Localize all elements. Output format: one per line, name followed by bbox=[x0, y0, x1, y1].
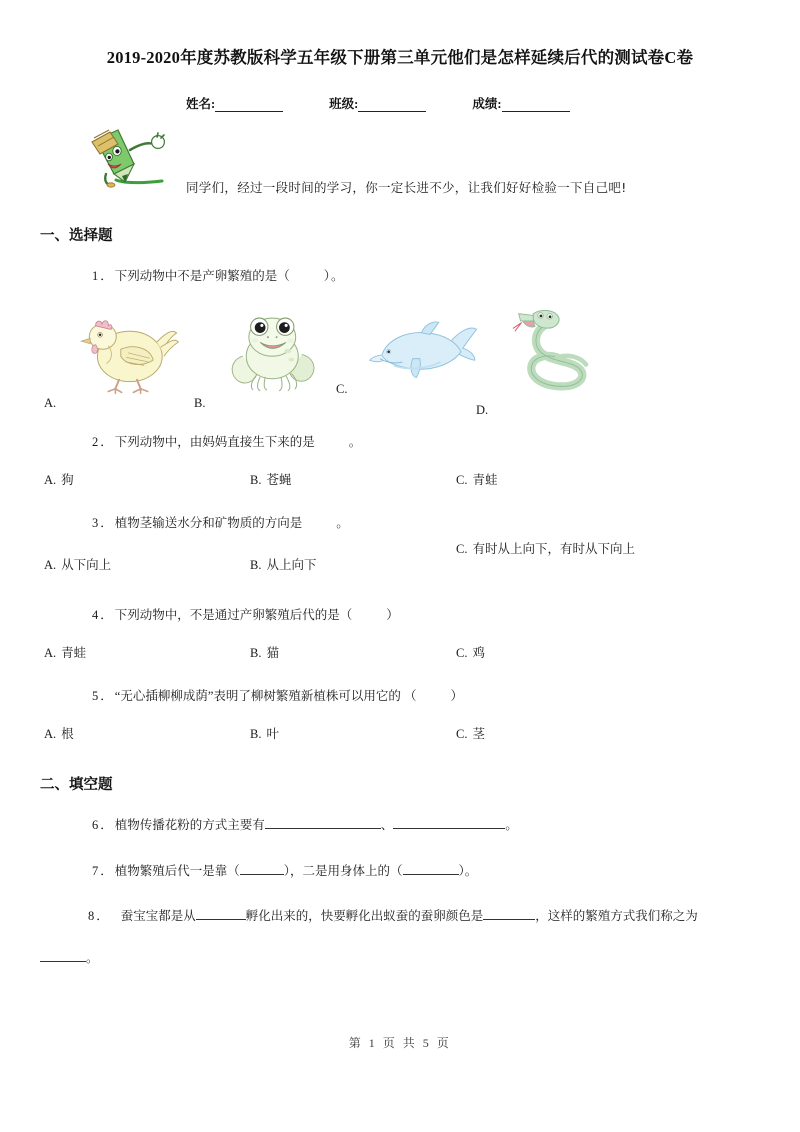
option-letter: B. bbox=[250, 727, 262, 741]
page-title: 2019-2020年度苏教版科学五年级下册第三单元他们是怎样延续后代的测试卷C卷 bbox=[106, 48, 694, 67]
option-letter: A. bbox=[44, 472, 57, 487]
score-field[interactable] bbox=[472, 94, 569, 112]
frog-icon bbox=[222, 305, 326, 397]
question-8-part4: 。 bbox=[86, 951, 99, 965]
option-label: 从下向上 bbox=[61, 558, 112, 572]
option-label: 鸡 bbox=[472, 645, 485, 660]
question-5-text: “无心插柳柳成荫”表明了柳树繁殖新植株可以用它的 （ bbox=[114, 689, 417, 704]
question-1-image-options bbox=[36, 293, 764, 417]
question-8 bbox=[36, 905, 764, 929]
question-3-text: 植物茎输送水分和矿物质的方向是 bbox=[114, 516, 303, 531]
option-letter: C. bbox=[456, 727, 468, 741]
question-1-tail: ）。 bbox=[323, 269, 345, 283]
class-blank[interactable] bbox=[358, 99, 426, 112]
option-letter: A. bbox=[44, 727, 57, 741]
question-4-number: 4． bbox=[92, 607, 115, 622]
option-letter: C. bbox=[456, 645, 468, 660]
question-3-tail: 。 bbox=[336, 516, 349, 531]
question-7-part2: ），二是用身体上的（ bbox=[283, 863, 403, 878]
question-4-text: 下列动物中，不是通过产卵繁殖后代的是（ bbox=[114, 607, 353, 622]
option-letter: A. bbox=[44, 645, 57, 660]
option-label: 有时从上向下，有时从下向上 bbox=[472, 542, 635, 556]
question-7-blank-1[interactable] bbox=[240, 863, 284, 875]
option-letter: B. bbox=[250, 645, 262, 660]
question-5-option-c[interactable] bbox=[456, 723, 662, 747]
question-7 bbox=[36, 860, 764, 884]
question-3-number: 3． bbox=[92, 516, 115, 531]
option-a-letter: A. bbox=[44, 395, 57, 410]
option-label: 叶 bbox=[266, 727, 279, 741]
question-8-blank-3[interactable] bbox=[40, 950, 86, 962]
question-2-option-a[interactable] bbox=[44, 469, 250, 493]
question-3 bbox=[36, 512, 764, 536]
option-letter: C. bbox=[456, 542, 468, 556]
option-letter: B. bbox=[250, 472, 262, 487]
option-c-letter: C. bbox=[336, 381, 348, 396]
question-8-part2: 孵化出来的，快要孵化出蚁蚕的蚕卵颜色是 bbox=[245, 909, 484, 924]
chicken-icon bbox=[74, 305, 182, 397]
question-2-options bbox=[36, 469, 764, 493]
question-7-part1: 植物繁殖后代一是靠（ bbox=[114, 863, 240, 878]
section-heading-choice: 一、选择题 bbox=[40, 228, 113, 244]
option-label: 根 bbox=[61, 727, 74, 741]
option-letter: A. bbox=[44, 558, 57, 572]
question-5-number: 5． bbox=[92, 689, 115, 704]
option-letter: C. bbox=[456, 472, 468, 487]
question-3-option-a[interactable] bbox=[44, 554, 250, 578]
question-5-option-b[interactable] bbox=[250, 723, 456, 747]
question-2-option-c[interactable] bbox=[456, 469, 662, 493]
question-7-part3: ）。 bbox=[458, 863, 478, 878]
question-3-options bbox=[36, 542, 764, 578]
class-label: 班级: bbox=[329, 97, 359, 111]
option-label: 从上向下 bbox=[266, 558, 317, 572]
intro-block bbox=[36, 118, 764, 210]
section-heading-fill-blank: 二、填空题 bbox=[40, 776, 113, 793]
option-letter: B. bbox=[250, 558, 262, 572]
question-8-blank-2[interactable] bbox=[483, 908, 535, 920]
question-2-option-b[interactable] bbox=[250, 469, 456, 493]
question-5-tail: ） bbox=[450, 689, 464, 704]
name-field[interactable] bbox=[186, 94, 283, 112]
question-2-number: 2． bbox=[92, 434, 115, 449]
question-8-part3: ，这样的繁殖方式我们称之为 bbox=[535, 909, 698, 924]
question-2 bbox=[36, 431, 764, 455]
name-label: 姓名: bbox=[186, 97, 216, 111]
option-c-dolphin[interactable] bbox=[336, 293, 496, 411]
question-6-part2: 、 bbox=[380, 817, 394, 832]
option-label: 狗 bbox=[61, 472, 74, 487]
question-5-option-a[interactable] bbox=[44, 723, 250, 747]
question-6-part3: 。 bbox=[505, 817, 518, 832]
option-d-letter: D. bbox=[476, 402, 489, 417]
option-label: 苍蝇 bbox=[266, 472, 292, 487]
question-3-option-b[interactable] bbox=[250, 554, 456, 578]
class-field[interactable] bbox=[329, 94, 426, 112]
score-label: 成绩: bbox=[472, 97, 502, 111]
option-a-chicken[interactable] bbox=[44, 293, 194, 411]
option-b-frog[interactable] bbox=[194, 293, 344, 411]
question-1 bbox=[36, 265, 764, 289]
question-8-number: 8． bbox=[88, 909, 111, 924]
snake-icon bbox=[506, 303, 606, 397]
identity-row bbox=[36, 94, 764, 112]
question-6-number: 6． bbox=[92, 817, 115, 832]
question-5 bbox=[36, 685, 764, 709]
option-label: 青蛙 bbox=[61, 645, 87, 660]
question-6-part1: 植物传播花粉的方式主要有 bbox=[114, 817, 265, 832]
option-b-letter: B. bbox=[194, 395, 206, 410]
question-7-blank-2[interactable] bbox=[403, 863, 459, 875]
question-2-tail: 。 bbox=[348, 434, 362, 449]
option-d-snake[interactable] bbox=[476, 293, 656, 417]
question-6-blank-1[interactable] bbox=[265, 817, 381, 829]
question-6-blank-2[interactable] bbox=[393, 817, 505, 829]
question-1-number: 1． bbox=[92, 269, 115, 283]
question-4-options bbox=[36, 642, 764, 666]
question-4-tail: ） bbox=[386, 607, 399, 622]
question-4-option-b[interactable] bbox=[250, 642, 456, 666]
question-8-part1: 蚕宝宝都是从 bbox=[120, 909, 196, 924]
score-blank[interactable] bbox=[502, 99, 570, 112]
question-6 bbox=[36, 814, 764, 838]
dolphin-icon bbox=[368, 315, 480, 385]
question-4 bbox=[36, 604, 764, 628]
question-5-options bbox=[36, 723, 764, 747]
question-7-number: 7． bbox=[92, 863, 115, 878]
option-label: 青蛙 bbox=[472, 472, 498, 487]
question-4-option-a[interactable] bbox=[44, 642, 250, 666]
option-label: 茎 bbox=[472, 727, 485, 741]
question-3-option-c[interactable] bbox=[456, 538, 686, 578]
question-1-text: 下列动物中不是产卵繁殖的是（ bbox=[114, 269, 290, 283]
option-label: 猫 bbox=[266, 645, 279, 660]
greeting-text: 同学们，经过一段时间的学习，你一定长进不少，让我们好好检验一下自己吧! bbox=[186, 180, 627, 195]
question-4-option-c[interactable] bbox=[456, 642, 662, 666]
page-footer: 第 1 页 共 5 页 bbox=[348, 1036, 452, 1050]
pencil-mascot-icon bbox=[78, 124, 182, 188]
name-blank[interactable] bbox=[215, 99, 283, 112]
question-2-text: 下列动物中，由妈妈直接生下来的是 bbox=[114, 434, 315, 449]
question-8-continuation bbox=[36, 947, 764, 971]
question-8-blank-1[interactable] bbox=[196, 908, 246, 920]
